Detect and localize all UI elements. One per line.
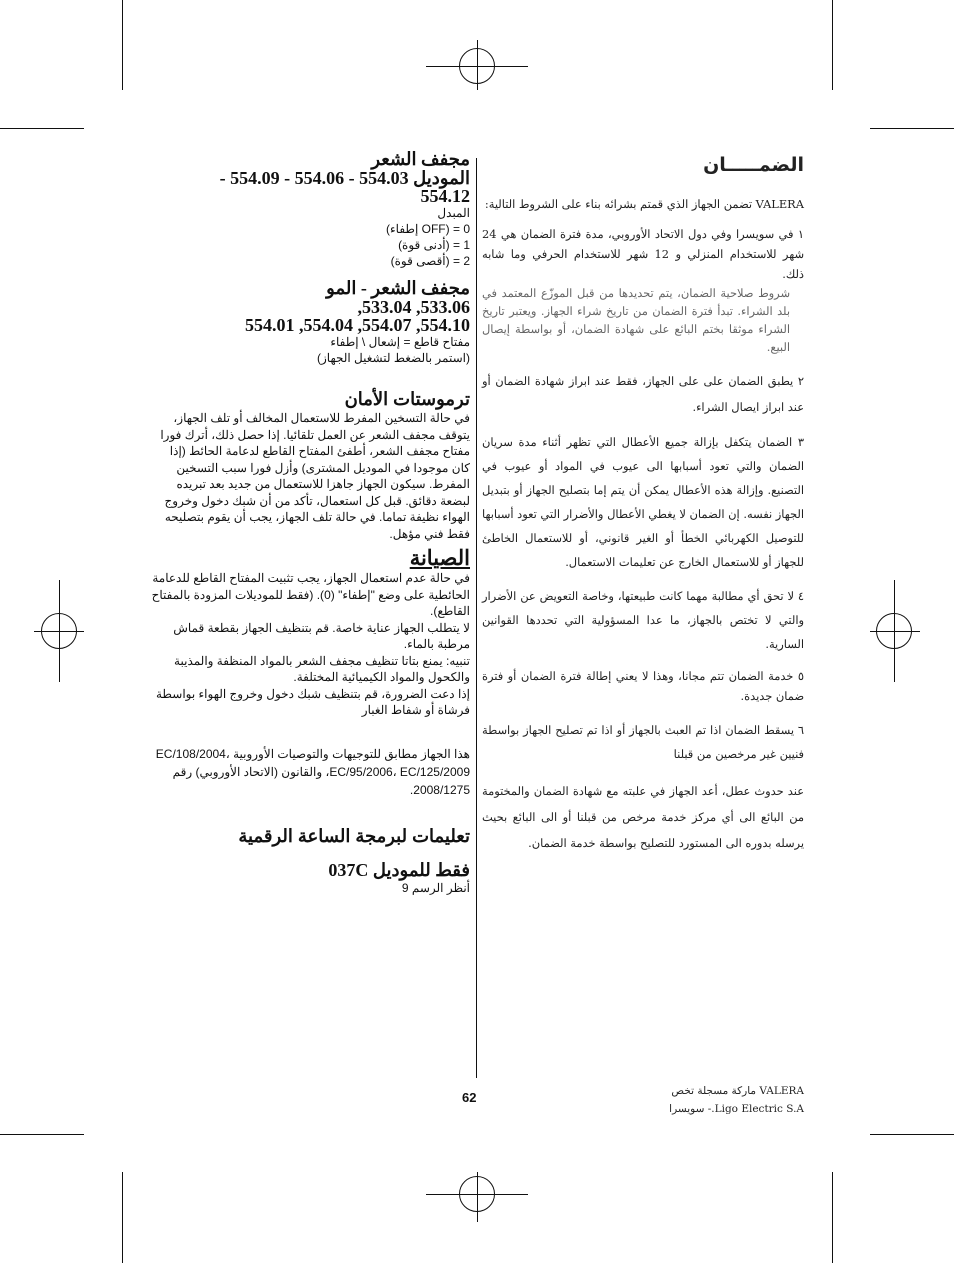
- warranty-item-5: ٥ خدمة الضمان تتم مجانا، وهذا لا يعني إطالة فترة الضمان أو فترة ضمان جديدة.: [482, 669, 804, 703]
- dryer2-title: مجفف الشعر - المو: [326, 278, 470, 298]
- warranty-closing: عند حدوث عطل، أعد الجهاز في علبته مع شهادة الضمان والمختومة من البائع الى أي مركز خدمة مرخص من قبلنا أو الى البائع بحيث يرسله بدوره الى المستورد للتصليح بواسطة خدمة الضمان.: [482, 784, 804, 850]
- warranty-item-2: ٢ يطبق الضمان على على الجهاز، فقط عند ابراز شهادة الضمان أو عند ابراز ايصال الشراء.: [482, 374, 804, 414]
- crop-mark: [832, 1172, 833, 1263]
- crop-mark: [832, 0, 833, 90]
- onoff-switch-text: مفتاح قاطع = إشعال \ إطفاء: [330, 335, 470, 349]
- dryer2-models: 533.06, 533.04,: [357, 297, 470, 317]
- warranty-title: الضمـــــان: [703, 154, 804, 176]
- switch-setting-1: 1 = (أدنى قوة): [398, 238, 470, 252]
- warranty-item-1-conditions: شروط صلاحية الضمان، يتم تحديدها من قبل الموزّع المعتمد في بلد الشراء. تبدأ فترة الضمان من تاريخ شراء الجهاز. ويعتبر تاريخ الشراء موثقا بختم البائع على شهادة الضمان، أو بواسطة إيصال البيع.: [482, 286, 790, 354]
- left-column: [150, 150, 470, 896]
- warranty-item-1: ١ في سويسرا وفي دول الاتحاد الأوروبي، مدة فترة الضمان هي 24 شهر للاستخدام المنزلي و 12 شهر للاستخدام الحرفي وما شابه ذلك.: [482, 227, 804, 281]
- registration-circle: [876, 613, 912, 649]
- crop-mark: [122, 1172, 123, 1263]
- thermostat-title: ترموستات الأمان: [344, 389, 470, 409]
- crop-mark: [870, 128, 954, 129]
- switch-setting-2: 2 = (أقصى قوة): [390, 254, 470, 268]
- trademark-owner: Ligo Electric S.A.- سويسرا: [669, 1103, 804, 1115]
- right-column: [482, 150, 804, 1118]
- trademark-line: VALERA ماركة مسجلة تخص: [671, 1085, 804, 1097]
- dryer1-models: الموديل 554.03 - 554.06 - 554.09 -: [219, 168, 470, 188]
- page-number: 62: [462, 1090, 477, 1105]
- crop-mark: [870, 1134, 954, 1135]
- warranty-item-3: ٣ الضمان يتكفل بإزالة جميع الأعطال التي تظهر أثناء مدة سريان الضمان والتي تعود أسبابها الى عيوب في المواد أو عيوب في التصنيع. وإزالة هذه الأعطال يمكن أن يتم إما بتصليح الجهاز أو بتبديل الجهاز نفسه. إن الضمان لا يغطي الأعطال والأضرار التي تعود أسبابها للتوصيل الكهربائي الخطأ أو الغير قانوني، أو للاستعمال الخاطئ للجهاز أو للاستعمال الخارج عن تعليمات الاستعمال.: [482, 435, 804, 569]
- warranty-item-4: ٤ لا تحق أي مطالبة مهما كانت طبيعتها، وخاصة التعويض عن الأضرار والتي لا تختص بالجهاز، ما عدا المسؤولية التي تحددها القوانين السارية.: [482, 589, 804, 651]
- crop-mark: [122, 0, 123, 90]
- registration-circle: [41, 613, 77, 649]
- crop-mark: [0, 128, 84, 129]
- registration-circle: [459, 1176, 495, 1212]
- compliance-text: هذا الجهاز مطابق للتوجيهات والتوصيات الأوروبية EC/108/2004، EC/95/2006، EC/125/2009، والقانون (الاتحاد الأوروبي) رقم 2008/1275.: [155, 746, 470, 797]
- see-figure-note: أنظر الرسم 9: [401, 880, 470, 895]
- clock-model-title: فقط للموديل 037C: [328, 859, 470, 880]
- warranty-item-6: ٦ يسقط الضمان اذا تم العبث بالجهاز أو اذا تم تصليح الجهاز بواسطة فنيين غير مرخصين من قبلنا: [482, 723, 804, 761]
- switch-label: المبدل: [437, 206, 470, 220]
- registration-circle: [459, 48, 495, 84]
- thermostat-text: في حالة التسخين المفرط للاستعمال المخالف أو تلف الجهاز، يتوقف مجفف الشعر عن العمل تلقائيا. إذا حصل ذلك، أترك فورا مفتاح مجفف الشعر، أطفئ المفتاح القاطع لدعامة الحائط (إذا كان موجودا في الموديل المشترى) وأزل فورا سبب التسخين المفرط. سيكون الجهاز جاهزا للاستعمال من جديد بعد تبريده لبضعة دقائق. قبل كل استعمال، تأكد من أن شبك دخول وخروج الهواء نظيفة تماما. في حالة تلف الجهاز، يجب أن يقوم بتصليحه فقط فني مؤهل.: [160, 411, 470, 541]
- switch-setting-0: 0 = (OFF إطفاء): [386, 222, 470, 236]
- dryer1-title: مجفف الشعر: [371, 149, 470, 169]
- maintenance-paragraph: في حالة عدم استعمال الجهاز، يجب تثبيت المفتاح القاطع للدعامة الحائطية على وضع "إطفاء" (0). (فقط للموديلات المزودة بالمفتاح القاطع).: [151, 571, 470, 618]
- clock-instructions-title: تعليمات لبرمجة الساعة الرقمية: [238, 825, 470, 846]
- column-divider: [476, 158, 477, 1078]
- maintenance-title: الصيانة: [409, 547, 470, 570]
- onoff-switch-note: (استمر بالضغط لتشغيل الجهاز): [317, 351, 470, 365]
- maintenance-paragraph: إذا دعت الضرورة، قم بتنظيف شبك دخول وخروج الهواء بواسطة فرشاة أو شفاط الغبار: [155, 686, 470, 717]
- dryer1-models-cont: 554.12: [420, 186, 470, 206]
- crop-mark: [0, 1134, 84, 1135]
- maintenance-paragraph: تنبيه: يمنع بتاتا تنظيف مجفف الشعر بالمواد المنظفة والمذيبة والكحول والمواد الكيميائية المختلفة.: [174, 653, 470, 684]
- maintenance-paragraph: لا يتطلب الجهاز عناية خاصة. قم بتنظيف الجهاز بقطعة قماش مرطبة بالماء.: [173, 620, 470, 651]
- warranty-intro: VALERA تضمن الجهاز الذي قمتم بشرائه بناء على الشروط التالية:: [484, 197, 804, 211]
- dryer2-models-cont: 554.10, 554.07, 554.04, 554.01: [245, 315, 470, 335]
